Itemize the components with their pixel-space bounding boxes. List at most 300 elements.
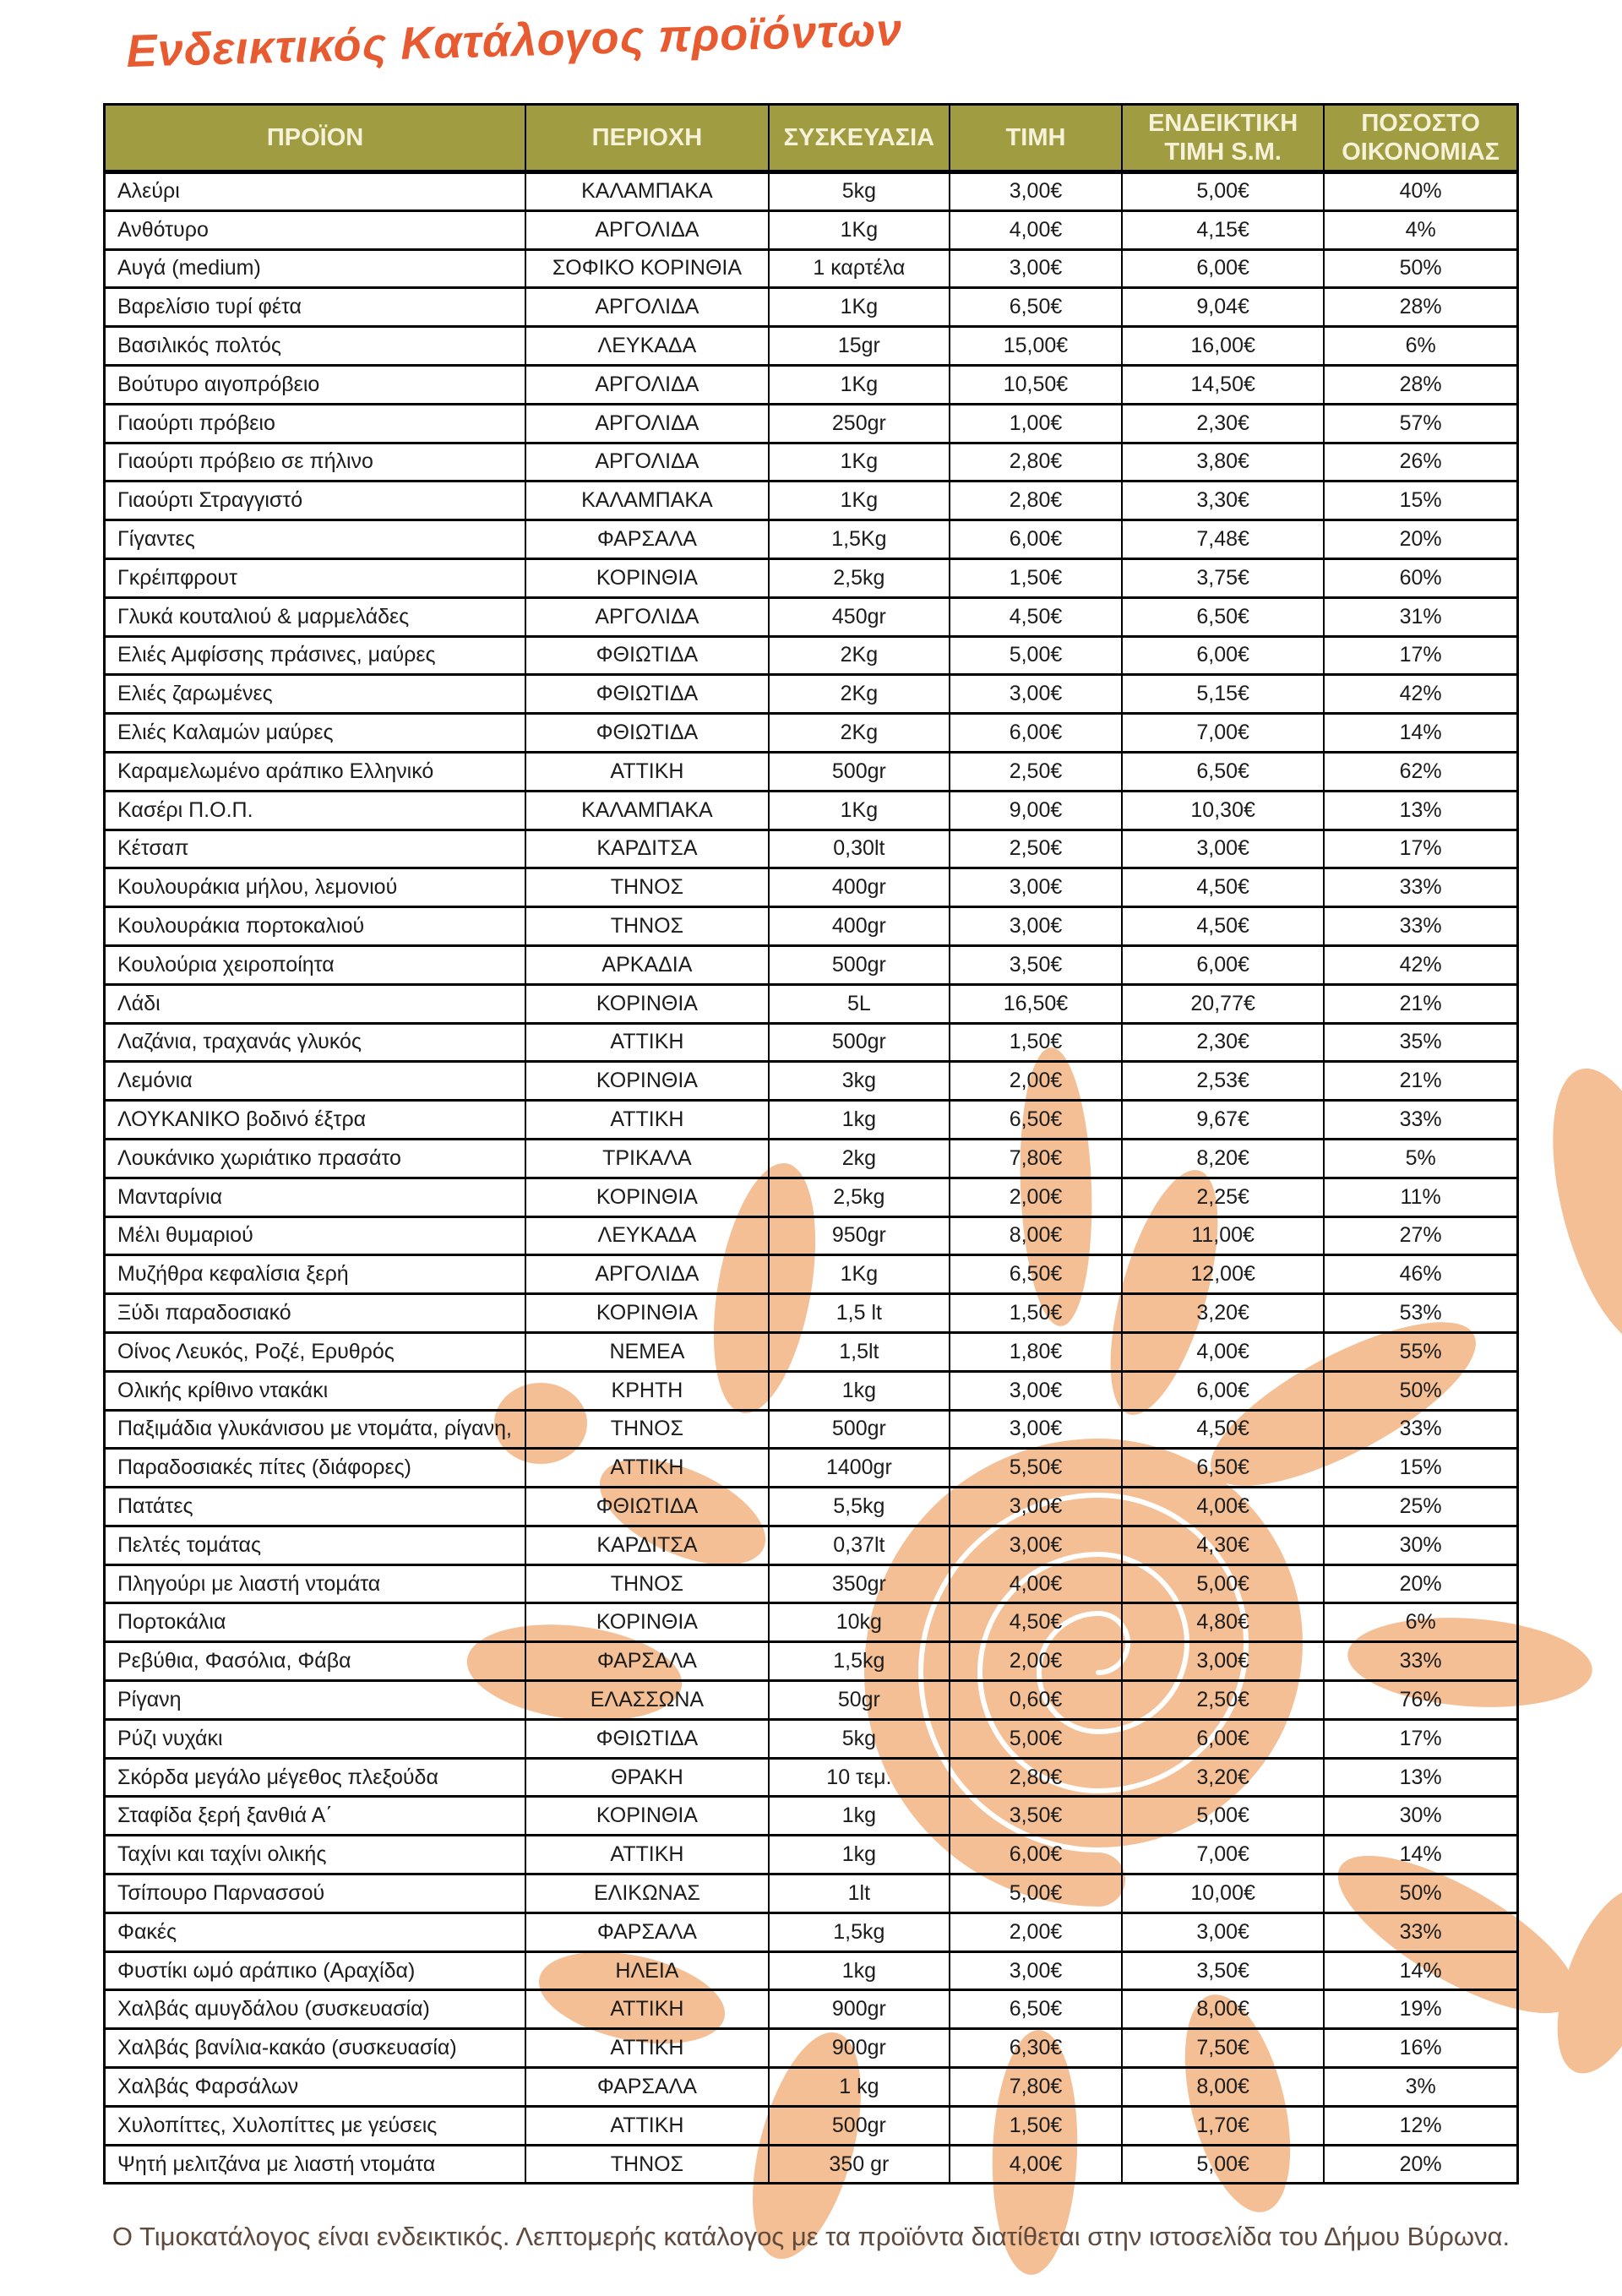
packaging-cell: 1,5 lt (769, 1294, 950, 1333)
table-row (105, 482, 1518, 520)
packaging-cell: 250gr (769, 404, 950, 443)
savings-cell: 42% (1324, 675, 1517, 714)
savings-cell: 55% (1324, 1332, 1517, 1371)
savings-cell: 14% (1324, 714, 1517, 753)
table-row (105, 1719, 1518, 1758)
table-row (105, 443, 1518, 482)
sm-price-cell: 6,50€ (1122, 752, 1324, 791)
footer-note: Ο Τιμοκατάλογος είναι ενδεικτικός. Λεπτομερής κατάλογος με τα προϊόντα διατίθεται στην ιστοσελίδα του Δήμου Βύρωνα. (112, 2222, 1510, 2251)
packaging-cell: 1Kg (769, 1255, 950, 1294)
region-cell: ΚΑΛΑΜΠΑΚΑ (525, 482, 769, 520)
sm-price-cell: 6,50€ (1122, 1449, 1324, 1488)
savings-cell: 6% (1324, 327, 1517, 366)
packaging-cell: 1kg (769, 1101, 950, 1140)
price-cell: 5,00€ (950, 1874, 1122, 1913)
region-cell: ΚΡΗΤΗ (525, 1371, 769, 1410)
table-row (105, 1023, 1518, 1062)
savings-cell: 33% (1324, 1410, 1517, 1449)
sm-price-cell: 6,00€ (1122, 249, 1324, 288)
savings-cell: 15% (1324, 1449, 1517, 1488)
savings-cell: 33% (1324, 907, 1517, 946)
page-title: Ενδεικτικός Κατάλογος προϊόντων (125, 4, 903, 77)
sm-price-cell: 4,00€ (1122, 1332, 1324, 1371)
sm-price-cell: 2,53€ (1122, 1062, 1324, 1101)
savings-cell: 31% (1324, 597, 1517, 636)
savings-cell: 50% (1324, 1371, 1517, 1410)
table-row (105, 288, 1518, 327)
sm-price-cell: 8,00€ (1122, 2068, 1324, 2107)
table-row (105, 1681, 1518, 1720)
savings-cell: 25% (1324, 1488, 1517, 1526)
price-cell: 5,50€ (950, 1449, 1122, 1488)
price-cell: 0,60€ (950, 1681, 1122, 1720)
packaging-cell: 1,5lt (769, 1332, 950, 1371)
price-cell: 3,00€ (950, 1371, 1122, 1410)
column-header-4: ΕΝΔΕΙΚΤΙΚΗ ΤΙΜΗ S.M. (1122, 105, 1324, 172)
price-cell: 2,80€ (950, 1758, 1122, 1797)
product-cell: Ρίγανη (105, 1681, 526, 1720)
savings-cell: 17% (1324, 636, 1517, 675)
sm-price-cell: 6,00€ (1122, 1371, 1324, 1410)
price-cell: 2,00€ (950, 1642, 1122, 1681)
product-cell: Φακές (105, 1912, 526, 1951)
product-cell: Ελιές Καλαμών μαύρες (105, 714, 526, 753)
sm-price-cell: 2,30€ (1122, 1023, 1324, 1062)
region-cell: ΦΘΙΩΤΙΔΑ (525, 1488, 769, 1526)
region-cell: ΑΡΓΟΛΙΔΑ (525, 210, 769, 249)
savings-cell: 3% (1324, 2068, 1517, 2107)
packaging-cell: 500gr (769, 752, 950, 791)
price-cell: 3,00€ (950, 172, 1122, 211)
price-cell: 6,00€ (950, 1836, 1122, 1874)
product-cell: Ξύδι παραδοσιακό (105, 1294, 526, 1333)
savings-cell: 30% (1324, 1797, 1517, 1836)
sm-price-cell: 7,50€ (1122, 2029, 1324, 2068)
product-cell: Ταχίνι και ταχίνι ολικής (105, 1836, 526, 1874)
table-row (105, 868, 1518, 907)
packaging-cell: 1Kg (769, 791, 950, 830)
sm-price-cell: 8,20€ (1122, 1139, 1324, 1178)
savings-cell: 20% (1324, 2145, 1517, 2184)
packaging-cell: 1Kg (769, 365, 950, 404)
packaging-cell: 2Kg (769, 675, 950, 714)
price-cell: 3,00€ (950, 1526, 1122, 1564)
product-cell: Γκρέιπφρουτ (105, 558, 526, 597)
savings-cell: 33% (1324, 1912, 1517, 1951)
price-cell: 3,00€ (950, 1410, 1122, 1449)
product-cell: Λάδι (105, 984, 526, 1023)
packaging-cell: 1lt (769, 1874, 950, 1913)
sm-price-cell: 12,00€ (1122, 1255, 1324, 1294)
product-cell: Λαζάνια, τραχανάς γλυκός (105, 1023, 526, 1062)
region-cell: ΑΡΓΟΛΙΔΑ (525, 404, 769, 443)
column-header-2: ΣΥΣΚΕΥΑΣΙΑ (769, 105, 950, 172)
packaging-cell: 1kg (769, 1836, 950, 1874)
product-cell: Πορτοκάλια (105, 1603, 526, 1642)
table-row (105, 984, 1518, 1023)
region-cell: ΗΛΕΙΑ (525, 1951, 769, 1990)
packaging-cell: 1kg (769, 1797, 950, 1836)
region-cell: ΚΟΡΙΝΘΙΑ (525, 984, 769, 1023)
savings-cell: 62% (1324, 752, 1517, 791)
table-row (105, 1332, 1518, 1371)
column-header-1: ΠΕΡΙΟΧΗ (525, 105, 769, 172)
table-row (105, 1062, 1518, 1101)
packaging-cell: 500gr (769, 945, 950, 984)
packaging-cell: 900gr (769, 1990, 950, 2029)
region-cell: ΦΑΡΣΑΛΑ (525, 2068, 769, 2107)
product-cell: Οίνος Λευκός, Ροζέ, Ερυθρός (105, 1332, 526, 1371)
savings-cell: 53% (1324, 1294, 1517, 1333)
sm-price-cell: 3,20€ (1122, 1294, 1324, 1333)
savings-cell: 21% (1324, 1062, 1517, 1101)
region-cell: ΦΘΙΩΤΙΔΑ (525, 714, 769, 753)
sm-price-cell: 2,50€ (1122, 1681, 1324, 1720)
product-cell: Παραδοσιακές πίτες (διάφορες) (105, 1449, 526, 1488)
packaging-cell: 500gr (769, 1410, 950, 1449)
region-cell: ΑΤΤΙΚΗ (525, 2029, 769, 2068)
packaging-cell: 1kg (769, 1951, 950, 1990)
table-row (105, 1101, 1518, 1140)
table-row (105, 791, 1518, 830)
savings-cell: 14% (1324, 1951, 1517, 1990)
savings-cell: 12% (1324, 2106, 1517, 2145)
region-cell: ΝΕΜΕΑ (525, 1332, 769, 1371)
table-row (105, 1836, 1518, 1874)
savings-cell: 76% (1324, 1681, 1517, 1720)
column-header-0: ΠΡΟΪΟΝ (105, 105, 526, 172)
region-cell: ΚΑΡΔΙΤΣΑ (525, 1526, 769, 1564)
product-cell: Ανθότυρο (105, 210, 526, 249)
product-cell: Βασιλικός πολτός (105, 327, 526, 366)
sm-price-cell: 3,30€ (1122, 482, 1324, 520)
price-cell: 6,30€ (950, 2029, 1122, 2068)
region-cell: ΤΗΝΟΣ (525, 907, 769, 946)
product-cell: Χαλβάς αμυγδάλου (συσκευασία) (105, 1990, 526, 2029)
sm-price-cell: 5,00€ (1122, 172, 1324, 211)
price-cell: 3,00€ (950, 907, 1122, 946)
region-cell: ΚΟΡΙΝΘΙΑ (525, 558, 769, 597)
product-cell: Μέλι θυμαριού (105, 1216, 526, 1255)
table-row (105, 1951, 1518, 1990)
region-cell: ΛΕΥΚΑΔΑ (525, 1216, 769, 1255)
sm-price-cell: 4,15€ (1122, 210, 1324, 249)
table-row (105, 210, 1518, 249)
table-row (105, 2106, 1518, 2145)
packaging-cell: 950gr (769, 1216, 950, 1255)
sm-price-cell: 2,25€ (1122, 1178, 1324, 1216)
packaging-cell: 10 τεμ. (769, 1758, 950, 1797)
table-row (105, 830, 1518, 868)
region-cell: ΦΘΙΩΤΙΔΑ (525, 636, 769, 675)
price-cell: 6,50€ (950, 1255, 1122, 1294)
product-cell: Σταφίδα ξερή ξανθιά Α΄ (105, 1797, 526, 1836)
product-cell: Κουλουράκια πορτοκαλιού (105, 907, 526, 946)
price-cell: 3,00€ (950, 1488, 1122, 1526)
product-cell: Καραμελωμένο αράπικο Ελληνικό (105, 752, 526, 791)
product-cell: Πατάτες (105, 1488, 526, 1526)
sm-price-cell: 10,00€ (1122, 1874, 1324, 1913)
region-cell: ΚΑΛΑΜΠΑΚΑ (525, 172, 769, 211)
product-cell: Σκόρδα μεγάλο μέγεθος πλεξούδα (105, 1758, 526, 1797)
savings-cell: 19% (1324, 1990, 1517, 2029)
table-row (105, 1371, 1518, 1410)
sm-price-cell: 4,50€ (1122, 868, 1324, 907)
region-cell: ΚΟΡΙΝΘΙΑ (525, 1062, 769, 1101)
table-row (105, 404, 1518, 443)
sm-price-cell: 1,70€ (1122, 2106, 1324, 2145)
savings-cell: 5% (1324, 1139, 1517, 1178)
price-cell: 5,00€ (950, 1719, 1122, 1758)
sm-price-cell: 6,00€ (1122, 1719, 1324, 1758)
sm-price-cell: 6,00€ (1122, 945, 1324, 984)
product-cell: Αλεύρι (105, 172, 526, 211)
price-cell: 2,80€ (950, 443, 1122, 482)
region-cell: ΑΤΤΙΚΗ (525, 1836, 769, 1874)
price-cell: 3,00€ (950, 249, 1122, 288)
sm-price-cell: 4,00€ (1122, 1488, 1324, 1526)
region-cell: ΚΑΡΔΙΤΣΑ (525, 830, 769, 868)
region-cell: ΚΟΡΙΝΘΙΑ (525, 1603, 769, 1642)
region-cell: ΚΟΡΙΝΘΙΑ (525, 1178, 769, 1216)
region-cell: ΘΡΑΚΗ (525, 1758, 769, 1797)
table-body (105, 172, 1518, 2184)
packaging-cell: 5kg (769, 1719, 950, 1758)
region-cell: ΦΑΡΣΑΛΑ (525, 520, 769, 559)
price-cell: 3,00€ (950, 868, 1122, 907)
region-cell: ΚΟΡΙΝΘΙΑ (525, 1797, 769, 1836)
region-cell: ΦΘΙΩΤΙΔΑ (525, 1719, 769, 1758)
packaging-cell: 10kg (769, 1603, 950, 1642)
price-cell: 6,50€ (950, 1101, 1122, 1140)
packaging-cell: 1Kg (769, 482, 950, 520)
table-row (105, 714, 1518, 753)
price-cell: 4,00€ (950, 2145, 1122, 2184)
savings-cell: 60% (1324, 558, 1517, 597)
product-cell: Φυστίκι ωμό αράπικο (Αραχίδα) (105, 1951, 526, 1990)
packaging-cell: 2Kg (769, 636, 950, 675)
price-cell: 16,50€ (950, 984, 1122, 1023)
price-cell: 1,50€ (950, 558, 1122, 597)
product-cell: Αυγά (medium) (105, 249, 526, 288)
savings-cell: 33% (1324, 868, 1517, 907)
packaging-cell: 400gr (769, 868, 950, 907)
table-row (105, 2145, 1518, 2184)
product-cell: Ψητή μελιτζάνα με λιαστή ντομάτα (105, 2145, 526, 2184)
column-header-3: ΤΙΜΗ (950, 105, 1122, 172)
region-cell: ΛΕΥΚΑΔΑ (525, 327, 769, 366)
product-cell: Γίγαντες (105, 520, 526, 559)
product-cell: Παξιμάδια γλυκάνισου με ντομάτα, ρίγανη, (105, 1410, 526, 1449)
region-cell: ΑΤΤΙΚΗ (525, 2106, 769, 2145)
product-cell: Γιαούρτι πρόβειο (105, 404, 526, 443)
price-cell: 5,00€ (950, 636, 1122, 675)
sm-price-cell: 5,15€ (1122, 675, 1324, 714)
savings-cell: 21% (1324, 984, 1517, 1023)
savings-cell: 17% (1324, 1719, 1517, 1758)
region-cell: ΚΟΡΙΝΘΙΑ (525, 1294, 769, 1333)
savings-cell: 15% (1324, 482, 1517, 520)
price-cell: 2,00€ (950, 1178, 1122, 1216)
price-cell: 2,00€ (950, 1062, 1122, 1101)
price-cell: 3,00€ (950, 675, 1122, 714)
table-row (105, 558, 1518, 597)
sun-ray (1527, 1055, 1622, 1361)
packaging-cell: 3kg (769, 1062, 950, 1101)
packaging-cell: 2,5kg (769, 1178, 950, 1216)
sm-price-cell: 20,77€ (1122, 984, 1324, 1023)
product-cell: Ελιές ζαρωμένες (105, 675, 526, 714)
product-cell: Κουλούρια χειροποίητα (105, 945, 526, 984)
table-row (105, 1642, 1518, 1681)
savings-cell: 35% (1324, 1023, 1517, 1062)
table-header-row (105, 105, 1518, 172)
price-cell: 1,00€ (950, 404, 1122, 443)
region-cell: ΦΑΡΣΑΛΑ (525, 1642, 769, 1681)
price-cell: 7,80€ (950, 2068, 1122, 2107)
region-cell: ΑΡΓΟΛΙΔΑ (525, 365, 769, 404)
packaging-cell: 2Kg (769, 714, 950, 753)
price-cell: 2,00€ (950, 1912, 1122, 1951)
price-cell: 4,00€ (950, 210, 1122, 249)
packaging-cell: 450gr (769, 597, 950, 636)
table-row (105, 675, 1518, 714)
product-cell: Λεμόνια (105, 1062, 526, 1101)
packaging-cell: 1kg (769, 1371, 950, 1410)
savings-cell: 27% (1324, 1216, 1517, 1255)
region-cell: ΑΤΤΙΚΗ (525, 1023, 769, 1062)
savings-cell: 17% (1324, 830, 1517, 868)
product-cell: Τσίπουρο Παρνασσού (105, 1874, 526, 1913)
packaging-cell: 1,5kg (769, 1642, 950, 1681)
region-cell: ΑΡΓΟΛΙΔΑ (525, 1255, 769, 1294)
packaging-cell: 0,37lt (769, 1526, 950, 1564)
savings-cell: 13% (1324, 791, 1517, 830)
packaging-cell: 5L (769, 984, 950, 1023)
table-row (105, 945, 1518, 984)
price-cell: 1,50€ (950, 1294, 1122, 1333)
savings-cell: 50% (1324, 249, 1517, 288)
sm-price-cell: 2,30€ (1122, 404, 1324, 443)
table-row (105, 1449, 1518, 1488)
table-row (105, 1178, 1518, 1216)
product-cell: Ολικής κρίθινο ντακάκι (105, 1371, 526, 1410)
sm-price-cell: 4,30€ (1122, 1526, 1324, 1564)
region-cell: ΑΤΤΙΚΗ (525, 1101, 769, 1140)
product-cell: Μυζήθρα κεφαλίσια ξερή (105, 1255, 526, 1294)
sm-price-cell: 10,30€ (1122, 791, 1324, 830)
region-cell: ΑΡΓΟΛΙΔΑ (525, 597, 769, 636)
price-cell: 6,50€ (950, 288, 1122, 327)
region-cell: ΕΛΑΣΣΩΝΑ (525, 1681, 769, 1720)
table-row (105, 249, 1518, 288)
table-row (105, 1139, 1518, 1178)
price-cell: 8,00€ (950, 1216, 1122, 1255)
product-cell: Λουκάνικο χωριάτικο πρασάτο (105, 1139, 526, 1178)
product-cell: Πελτές τομάτας (105, 1526, 526, 1564)
product-cell: Γιαούρτι πρόβειο σε πήλινο (105, 443, 526, 482)
region-cell: ΦΑΡΣΑΛΑ (525, 1912, 769, 1951)
table-row (105, 597, 1518, 636)
price-cell: 6,50€ (950, 1990, 1122, 2029)
price-cell: 10,50€ (950, 365, 1122, 404)
sm-price-cell: 3,80€ (1122, 443, 1324, 482)
packaging-cell: 900gr (769, 2029, 950, 2068)
table-row (105, 636, 1518, 675)
price-cell: 2,50€ (950, 830, 1122, 868)
packaging-cell: 1Kg (769, 443, 950, 482)
savings-cell: 46% (1324, 1255, 1517, 1294)
packaging-cell: 350gr (769, 1564, 950, 1603)
price-cell: 3,50€ (950, 945, 1122, 984)
table-row (105, 365, 1518, 404)
packaging-cell: 1Kg (769, 288, 950, 327)
table-row (105, 2068, 1518, 2107)
sm-price-cell: 14,50€ (1122, 365, 1324, 404)
packaging-cell: 1Kg (769, 210, 950, 249)
price-cell: 3,50€ (950, 1797, 1122, 1836)
price-cell: 1,50€ (950, 2106, 1122, 2145)
product-cell: Κέτσαπ (105, 830, 526, 868)
savings-cell: 33% (1324, 1101, 1517, 1140)
packaging-cell: 5,5kg (769, 1488, 950, 1526)
price-cell: 15,00€ (950, 327, 1122, 366)
product-cell: Μανταρίνια (105, 1178, 526, 1216)
table-row (105, 1255, 1518, 1294)
product-cell: Βαρελίσιο τυρί φέτα (105, 288, 526, 327)
sm-price-cell: 16,00€ (1122, 327, 1324, 366)
table-row (105, 327, 1518, 366)
product-cell: Χαλβάς Φαρσάλων (105, 2068, 526, 2107)
table-row (105, 1410, 1518, 1449)
sm-price-cell: 3,75€ (1122, 558, 1324, 597)
packaging-cell: 0,30lt (769, 830, 950, 868)
table-row (105, 1912, 1518, 1951)
table-row (105, 1603, 1518, 1642)
table-row (105, 1874, 1518, 1913)
savings-cell: 33% (1324, 1642, 1517, 1681)
savings-cell: 57% (1324, 404, 1517, 443)
product-cell: Πληγούρι με λιαστή ντομάτα (105, 1564, 526, 1603)
packaging-cell: 2kg (769, 1139, 950, 1178)
sm-price-cell: 8,00€ (1122, 1990, 1324, 2029)
price-cell: 4,00€ (950, 1564, 1122, 1603)
product-cell: ΛΟΥΚΑΝΙΚΟ βοδινό έξτρα (105, 1101, 526, 1140)
price-cell: 9,00€ (950, 791, 1122, 830)
table-row (105, 1564, 1518, 1603)
sm-price-cell: 3,00€ (1122, 830, 1324, 868)
packaging-cell: 15gr (769, 327, 950, 366)
sm-price-cell: 9,67€ (1122, 1101, 1324, 1140)
table-row (105, 1797, 1518, 1836)
sm-price-cell: 9,04€ (1122, 288, 1324, 327)
packaging-cell: 400gr (769, 907, 950, 946)
savings-cell: 14% (1324, 1836, 1517, 1874)
price-cell: 6,00€ (950, 714, 1122, 753)
packaging-cell: 50gr (769, 1681, 950, 1720)
packaging-cell: 1400gr (769, 1449, 950, 1488)
table-row (105, 1294, 1518, 1333)
region-cell: ΑΤΤΙΚΗ (525, 752, 769, 791)
sm-price-cell: 5,00€ (1122, 1797, 1324, 1836)
savings-cell: 50% (1324, 1874, 1517, 1913)
packaging-cell: 1 kg (769, 2068, 950, 2107)
packaging-cell: 500gr (769, 2106, 950, 2145)
product-cell: Βούτυρο αιγοπρόβειο (105, 365, 526, 404)
packaging-cell: 1,5kg (769, 1912, 950, 1951)
price-cell: 4,50€ (950, 597, 1122, 636)
price-cell: 3,00€ (950, 1951, 1122, 1990)
